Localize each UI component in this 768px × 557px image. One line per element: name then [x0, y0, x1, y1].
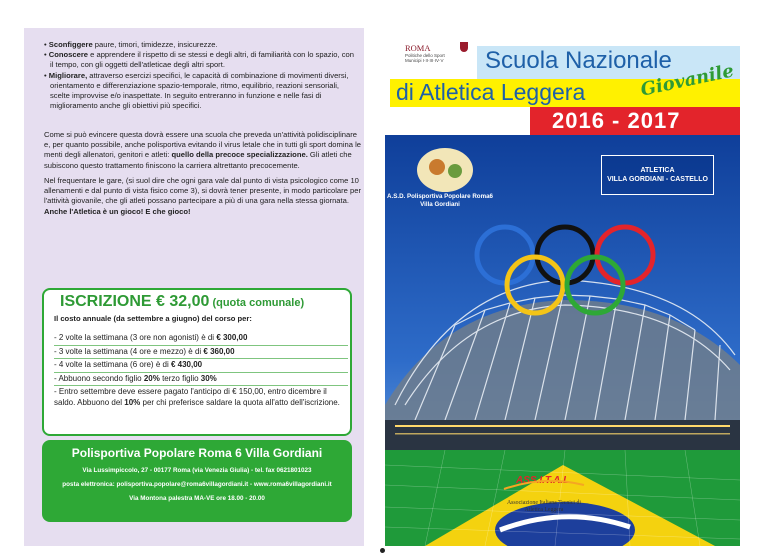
club-title: Polisportiva Popolare Roma 6 Villa Gordiani	[71, 446, 323, 460]
bullet-conoscere: • Conoscere e apprendere il rispetto di se stessi e degli altri, di familiarità con lo spazio, con il tempo, con gli oggetti dell'atleticae degli altri sport.	[44, 50, 354, 70]
title-line2: di Atletica Leggera	[396, 79, 586, 105]
years-band	[530, 107, 740, 135]
left-panel	[24, 28, 364, 546]
price-list	[54, 332, 348, 409]
club-badge-icon	[417, 148, 473, 192]
page-dot	[380, 548, 385, 553]
email-web-line[interactable]: posta elettronica: polisportiva.popolare@roma6villagordiani.it - www.roma6villagordiani.it	[62, 481, 332, 488]
years-label: 2016 - 2017	[552, 108, 681, 133]
price-item: - Abbuono secondo figlio 20% terzo figlio 30%	[54, 373, 348, 387]
bullet-list	[44, 40, 359, 111]
paragraph-gare: Nel frequentare le gare, (si suol dire che ogni gara vale dal punto di vista psicologico come 10 allenamenti e dal punto di vista fisico come 3), si dovrà tener presente, in modo particolare per l'attività giovanile, che gli atleti possano partecipare a più di una gara nella stessa giornata. Anche l'Atletica è un gioco! E che gioco!	[44, 176, 361, 216]
title-line1: Scuola Nazionale	[485, 47, 672, 74]
price-item: - 2 volte la settimana (3 ore non agonisti) è di € 300,00	[54, 332, 348, 346]
schedule-line: Via Montona palestra MA-VE ore 18.00 - 20.00	[129, 495, 265, 502]
atletica-box: ATLETICA VILLA GORDIANI - CASTELLO	[601, 155, 714, 195]
address-box	[42, 440, 352, 522]
paragraph-polidisciplinare: Come si può evincere questa dovrà essere una scuola che preveda un'attività polidisciplinare e, per quanto possibile, anche polisportiva evitando il virus letale che in tutti gli sport domina le menti degli allenatori, genitori e atleti: quello della precoce specializzazione. Gli atleti che subiscono questo trattamento finiscono la carriera altrettanto precocemente.	[44, 130, 362, 170]
club-name: A.S.D. Polisportiva Popolare Roma6 Villa Gordiani	[387, 193, 493, 208]
roma-logo: ROMA Politiche dello Sport Municipi I·II·III·IV·V	[405, 43, 480, 63]
assital-subtitle: Associazione Italiana Tecnici di Atletica Leggera	[506, 500, 581, 513]
assital-logo	[499, 475, 589, 514]
bullet-sconfiggere: • Sconfiggere paure, timori, timidezze, insicurezze.	[44, 40, 218, 49]
iscrizione-subtitle: Il costo annuale (da settembre a giugno) del corso per:	[54, 314, 252, 323]
giovanile-script: Giovanile	[638, 60, 736, 101]
price-item: - 3 volte la settimana (4 ore e mezzo) è di € 360,00	[54, 346, 348, 360]
assital-name: ASS.I.T.A.L.	[516, 475, 572, 486]
right-panel	[385, 28, 740, 546]
roma-shield-icon	[460, 42, 468, 52]
price-item: - Entro settembre deve essere pagato l'anticipo di € 150,00, entro dicembre il saldo. Abbuono del 10% per chi preferisce saldare la quota all'atto dell'iscrizione.	[54, 387, 340, 407]
assital-swoosh-icon	[499, 477, 589, 493]
bullet-migliorare: • Migliorare, attraverso esercizi specifici, le capacità di combinazione di movimenti diversi, orientamento e differenziazione spazio-temporale, ritmo, equilibrio, reazioni sensoriali, scelte improvvise e/o inaspettate. In seguito entreranno in funzione e nelle fasi di miglioramento anche gli obiettivi più specifici.	[44, 70, 349, 111]
iscrizione-title: ISCRIZIONE € 32,00 (quota comunale)	[60, 293, 305, 310]
address-line: Via Lussimpiccolo, 27 - 00177 Roma (via Venezia Giulia) - tel. fax 0621801023	[82, 467, 312, 474]
iscrizione-box	[42, 288, 352, 436]
price-item: - 4 volte la settimana (6 ore) è di € 430,00	[54, 359, 348, 373]
